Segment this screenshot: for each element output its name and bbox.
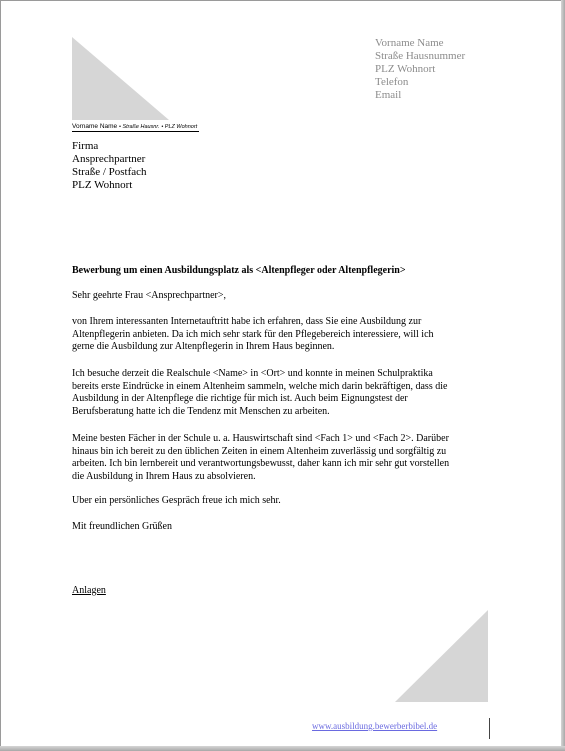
letter-paragraph-3 bbox=[72, 433, 492, 483]
sender-block bbox=[375, 37, 465, 102]
letter-salutation: Sehr geehrte Frau <Ansprechpartner>, bbox=[72, 290, 226, 301]
return-address-street: • Straße Hausnr. bbox=[118, 124, 160, 130]
paragraph-line: bereits erste Eindrücke in einem Altenheim sammeln, welche mich darin bekräftigen, dass die bbox=[72, 380, 448, 392]
sender-city: PLZ Wohnort bbox=[375, 63, 436, 75]
paragraph-line: hinaus bin ich bereit zu den üblichen Zeiten in einem Altenheim zuverlässig und sorgfältig zu bbox=[72, 445, 447, 457]
recipient-street: Straße / Postfach bbox=[72, 166, 147, 178]
recipient-city: PLZ Wohnort bbox=[72, 179, 133, 191]
letter-paragraph-2 bbox=[72, 368, 492, 418]
recipient-contact: Ansprechpartner bbox=[72, 153, 146, 165]
decorative-triangle-bottom bbox=[395, 610, 488, 702]
footer-website-link[interactable]: www.ausbildung.bewerberbibel.de bbox=[312, 721, 438, 731]
paragraph-line: gerne die Ausbildung zur Altenpflegerin in Ihrem Haus beginnen. bbox=[72, 341, 335, 352]
sender-email: Email bbox=[375, 89, 402, 101]
decorative-triangle-top bbox=[72, 37, 169, 120]
paragraph-line: Ausbildung in der Altenpflege die richtige für mich ist. Auch beim Eignungstest der bbox=[72, 393, 408, 404]
paragraph-line: Ich besuche derzeit die Realschule <Name> in <Ort> und konnte in meinen Schulpraktika bbox=[72, 368, 433, 379]
paragraph-line: Berufsberatung hatte ich die Tendenz mit Menschen zu arbeiten. bbox=[72, 405, 330, 417]
recipient-block bbox=[72, 140, 147, 192]
return-address-city: • PLZ Wohnort bbox=[161, 124, 198, 130]
paragraph-line: Meine besten Fächer in der Schule u. a. Hauswirtschaft sind <Fach 1> und <Fach 2>. Darüber bbox=[72, 433, 449, 444]
return-address-line bbox=[72, 123, 199, 132]
paragraph-line: von Ihrem interessanten Internetauftritt habe ich erfahren, dass Sie eine Ausbildung zur bbox=[72, 316, 422, 327]
letter-enclosures: Anlagen bbox=[72, 585, 106, 596]
sender-name: Vorname Name bbox=[375, 37, 444, 49]
paragraph-line: die Ausbildung in Ihrem Haus zu absolvieren. bbox=[72, 470, 256, 482]
recipient-company: Firma bbox=[72, 140, 99, 152]
letter-subject: Bewerbung um einen Ausbildungsplatz als <Altenpfleger oder Altenpflegerin> bbox=[72, 265, 406, 276]
sender-street: Straße Hausnummer bbox=[375, 50, 466, 62]
paragraph-line: arbeiten. Ich bin lernbereit und verantwortungsbewusst, daher kann ich mir sehr gut vorstellen bbox=[72, 458, 450, 469]
page-shadow-bottom bbox=[0, 746, 565, 751]
page-shadow-right bbox=[561, 0, 565, 751]
letter-closing-sentence: Uber ein persönliches Gespräch freue ich mich sehr. bbox=[72, 495, 281, 506]
return-address-name: Vorname Name bbox=[72, 123, 118, 130]
paragraph-line: Altenpflegerin anbieten. Da ich mich sehr stark für den Pflegebereich interessiere, will ich bbox=[72, 328, 434, 340]
letter-greeting: Mit freundlichen Grüßen bbox=[72, 521, 172, 532]
text-cursor bbox=[489, 718, 490, 739]
letter-paragraph-1 bbox=[72, 316, 492, 354]
sender-phone: Telefon bbox=[375, 76, 409, 88]
